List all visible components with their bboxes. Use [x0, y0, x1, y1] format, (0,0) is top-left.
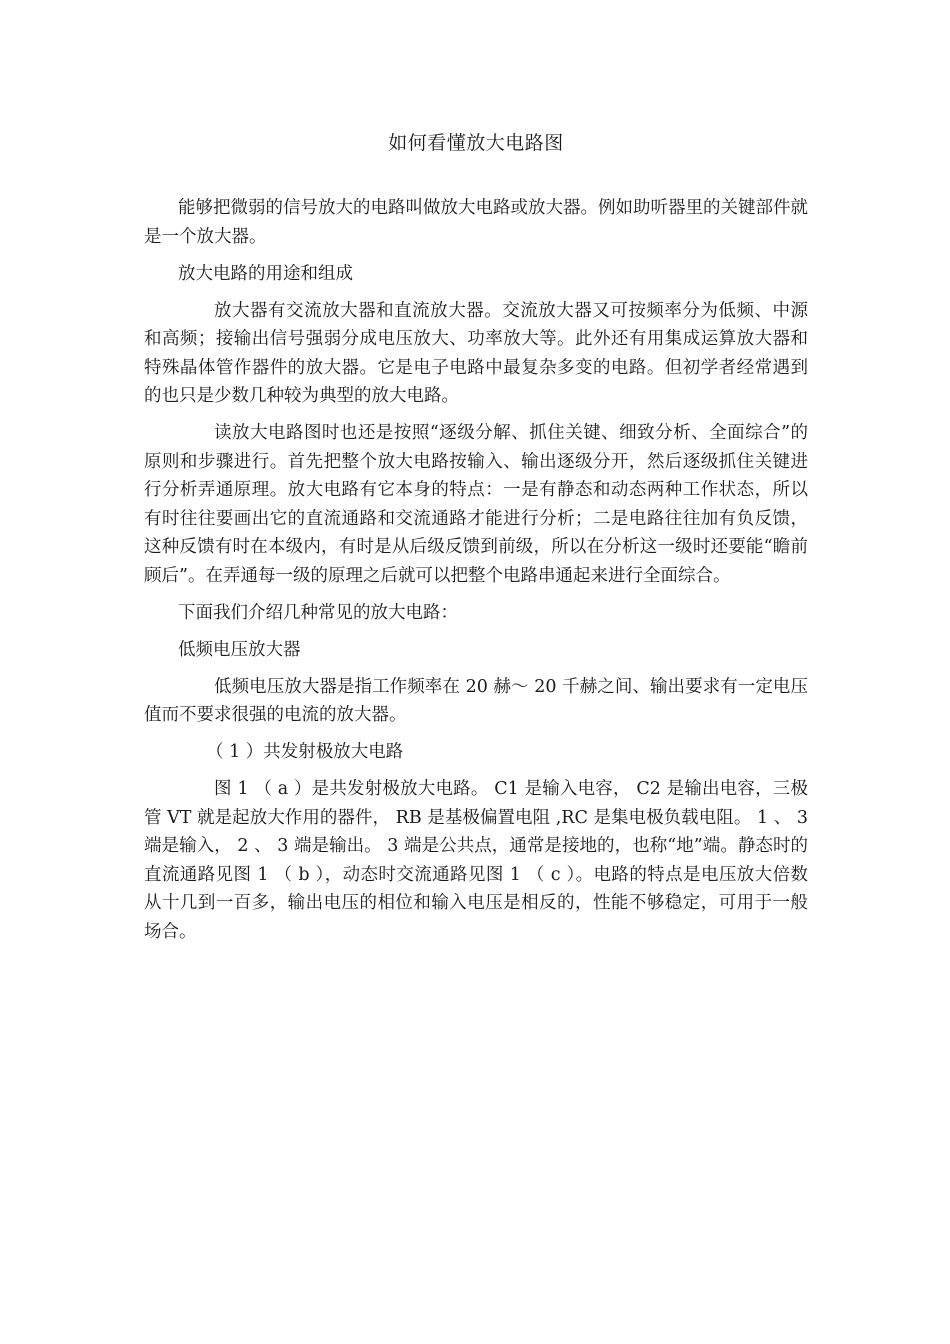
paragraph-intro: 能够把微弱的信号放大的电路叫做放大电路或放大器。例如助听器里的关键部件就是一个放大器。: [144, 198, 808, 247]
section-heading-low-frequency: 低频电压放大器: [178, 639, 301, 660]
paragraph-low-frequency: 低频电压放大器是指工作频率在 20 赫～ 20 千赫之间、输出要求有一定电压值而不要求很强的电流的放大器。: [144, 676, 808, 725]
document-title: 如何看懂放大电路图: [388, 132, 564, 154]
section-heading-purpose: 放大电路的用途和组成: [178, 263, 353, 284]
paragraph-common-emitter: 图 1 （ a ）是共发射极放大电路。 C1 是输入电容， C2 是输出电容，三极管 VT 就是起放大作用的器件， RB 是基极偏置电阻 ,RC 是集电极负载电阻。 1 、 3 端是输入， 2 、 3 端是输出。 3 端是公共点，通常是接地的，也称“地”端。静态时的直流通路见图 1 （ b ），动态时交流通路见图 1 （ c ）。电路的特点是电压放大倍数从十几到一百多，输出电压的相位和输入电压是相反的，性能不够稳定，可用于一般场合。: [144, 779, 808, 942]
paragraph-reading-method: 读放大电路图时也还是按照“逐级分解、抓住关键、细致分析、全面综合”的原则和步骤进行。首先把整个放大电路按输入、输出逐级分开，然后逐级抓住关键进行分析弄通原理。放大电路有它本身的特点：一是有静态和动态两种工作状态，所以有时往往要画出它的直流通路和交流通路才能进行分析；二是电路往往加有负反馈，这种反馈有时在本级内，有时是从后级反馈到前级，所以在分析这一级时还要能“瞻前顾后”。在弄通每一级的原理之后就可以把整个电路串通起来进行全面综合。: [144, 423, 808, 586]
paragraph-common-circuits: 下面我们介绍几种常见的放大电路：: [178, 602, 458, 623]
document-body: [144, 194, 808, 955]
section-heading-common-emitter: （ 1 ）共发射极放大电路: [206, 742, 404, 762]
paragraph-amplifier-types: 放大器有交流放大器和直流放大器。交流放大器又可按频率分为低频、中源和高频；接输出信号强弱分成电压放大、功率放大等。此外还有用集成运算放大器和特殊晶体管作器件的放大器。它是电子电路中最复杂多变的电路。但初学者经常遇到的也只是少数几种较为典型的放大电路。: [144, 300, 808, 406]
